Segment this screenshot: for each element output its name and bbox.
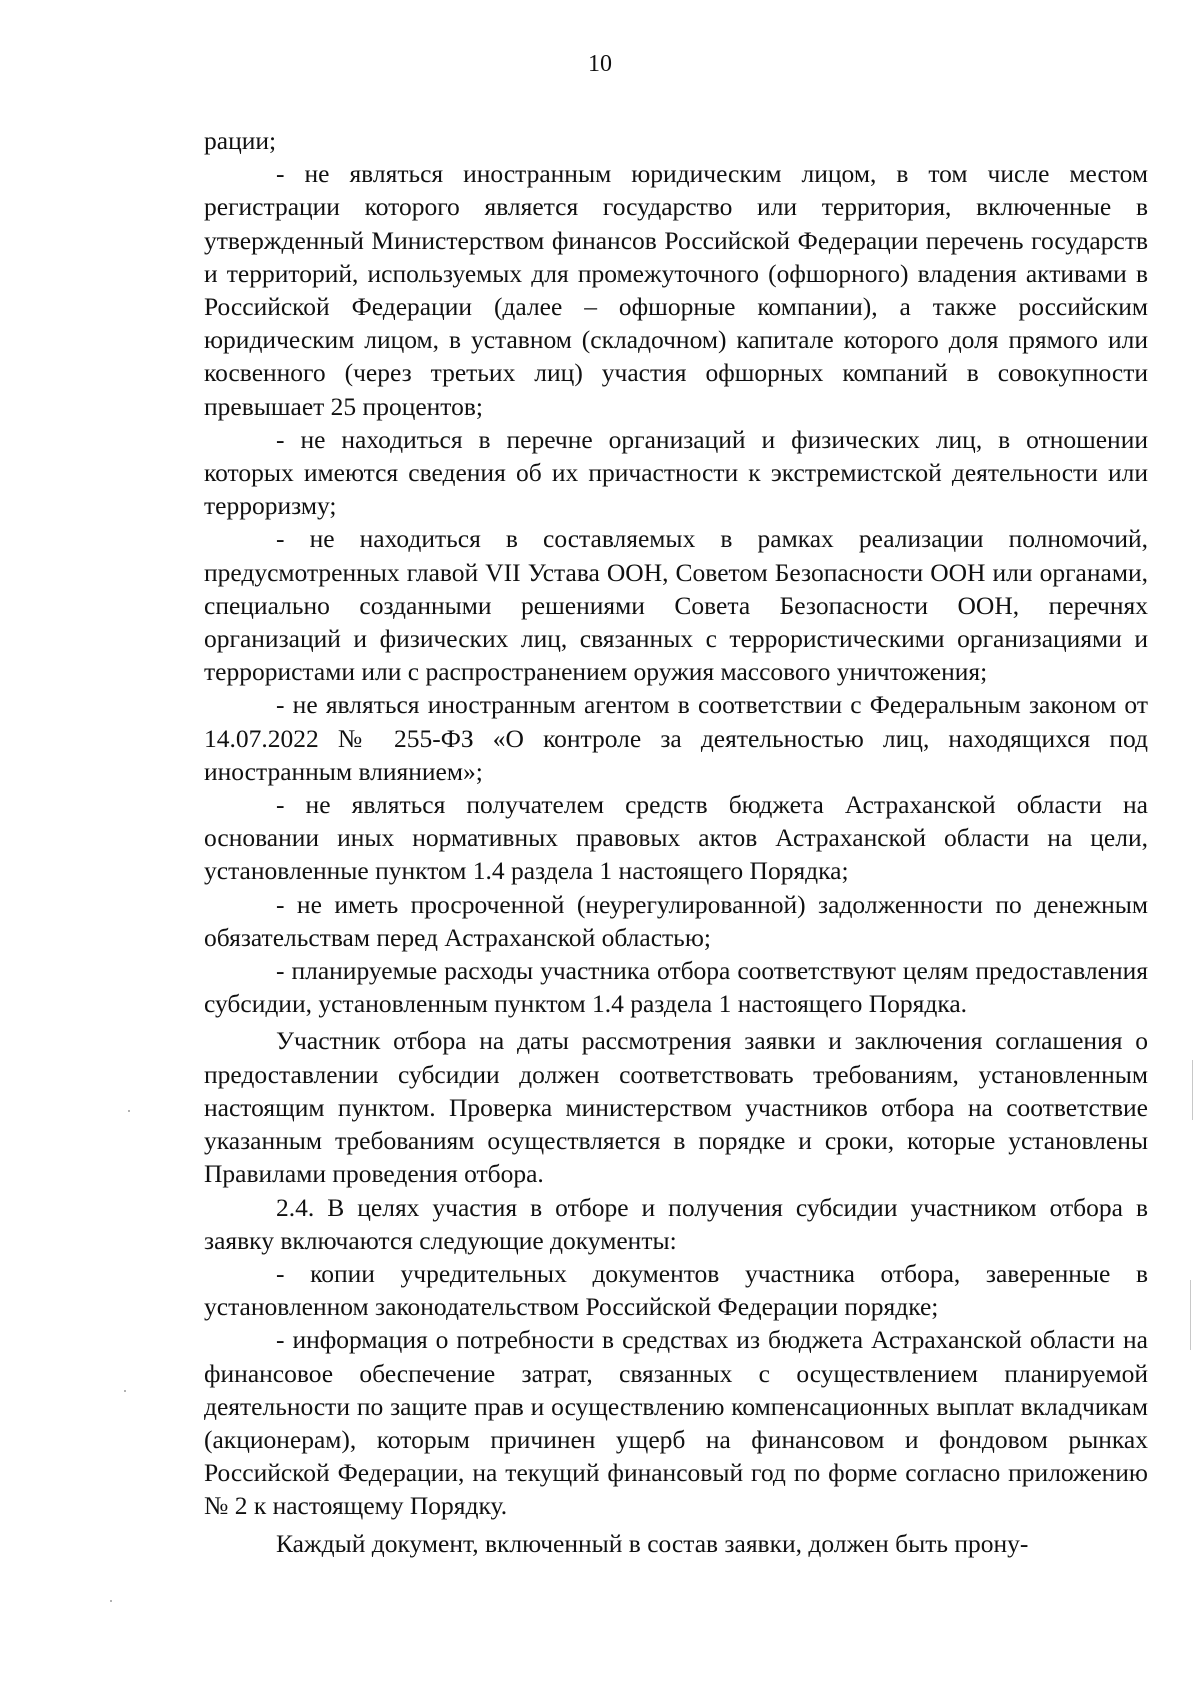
- requirement-planned-expenses: - планируемые расходы участника отбора соответствуют целям предоставления субсидии, установленным пунктом 1.4 раздела 1 настоящего Порядка.: [204, 956, 1148, 1019]
- requirement-not-budget-recipient: - не являться получателем средств бюджета Астраханской области на основании иных нормативных правовых актов Астраханской области на цели, установленные пунктом 1.4 раздела 1 настоящего Порядка;: [204, 790, 1148, 886]
- requirement-not-foreign-agent: - не являться иностранным агентом в соответствии с Федеральным законом от 14.07.2022 № 255-ФЗ «О контроле за деятельностью лиц, находящихся под иностранным влиянием»;: [204, 690, 1148, 786]
- requirement-not-extremist-list: - не находиться в перечне организаций и физических лиц, в отношении которых имеются сведения об их причастности к экстремистской деятельности или терроризму;: [204, 424, 1148, 521]
- requirement-no-overdue-debt: - не иметь просроченной (неурегулированной) задолженности по денежным обязательствам перед Астраханской областью;: [204, 889, 1148, 952]
- scan-speck: [124, 1390, 126, 1392]
- paragraph-section-2-4: 2.4. В целях участия в отборе и получения субсидии участником отбора в заявку включаются следующие документы:: [204, 1192, 1148, 1255]
- document-item-founding-copies: - копии учредительных документов участника отбора, заверенные в установленном законодательством Российской Федерации порядке;: [204, 1258, 1148, 1322]
- document-body: [204, 124, 1148, 1560]
- paragraph-document-numbering: Каждый документ, включенный в состав заявки, должен быть прону-: [276, 1528, 1029, 1558]
- scan-edge-mark: [1190, 1280, 1191, 1350]
- paragraph-continuation: рации;: [204, 126, 277, 155]
- requirement-not-un-sanctions-list: - не находиться в составляемых в рамках реализации полномочий, предусмотренных главой VII Устава ООН, Советом Безопасности ООН или органами, специально созданными решениями Совета Безопасности ООН, перечнях организаций и физических лиц, связанных с террористическими организациями и террористами или с распространением оружия массового уничтожения;: [204, 524, 1148, 687]
- page-number: 10: [588, 51, 612, 77]
- scan-edge-mark: [1192, 1060, 1193, 1120]
- paragraph-compliance-check: Участник отбора на даты рассмотрения заявки и заключения соглашения о предоставлении субсидии должен соответствовать требованиям, установленным настоящим пунктом. Проверка министерством участников отбора на соответствие указанным требованиям осуществляется в порядке и сроки, которые установлены Правилами проведения отбора.: [204, 1026, 1148, 1189]
- scan-speck: [128, 1110, 130, 1112]
- requirement-not-foreign-entity: - не являться иностранным юридическим лицом, в том числе местом регистрации которого является государство или территория, включенные в утвержденный Министерством финансов Российской Федерации перечень государств и территорий, используемых для промежуточного (офшорного) владения активами в Российской Федерации (далее – офшорные компании), а также российским юридическим лицом, в уставном (складочном) капитале которого доля прямого или косвенного (через третьих лиц) участия офшорных компаний в совокупности превышает 25 процентов;: [204, 159, 1148, 421]
- scan-speck: [110, 1600, 112, 1602]
- document-item-funding-need: - информация о потребности в средствах из бюджета Астраханской области на финансовое обеспечение затрат, связанных с осуществлением планируемой деятельности по защите прав и осуществлению компенсационных выплат вкладчикам (акционерам), которым причинен ущерб на финансовом и фондовом рынках Российской Федерации, на текущий финансовый год по форме согласно приложению № 2 к настоящему Порядку.: [204, 1325, 1148, 1521]
